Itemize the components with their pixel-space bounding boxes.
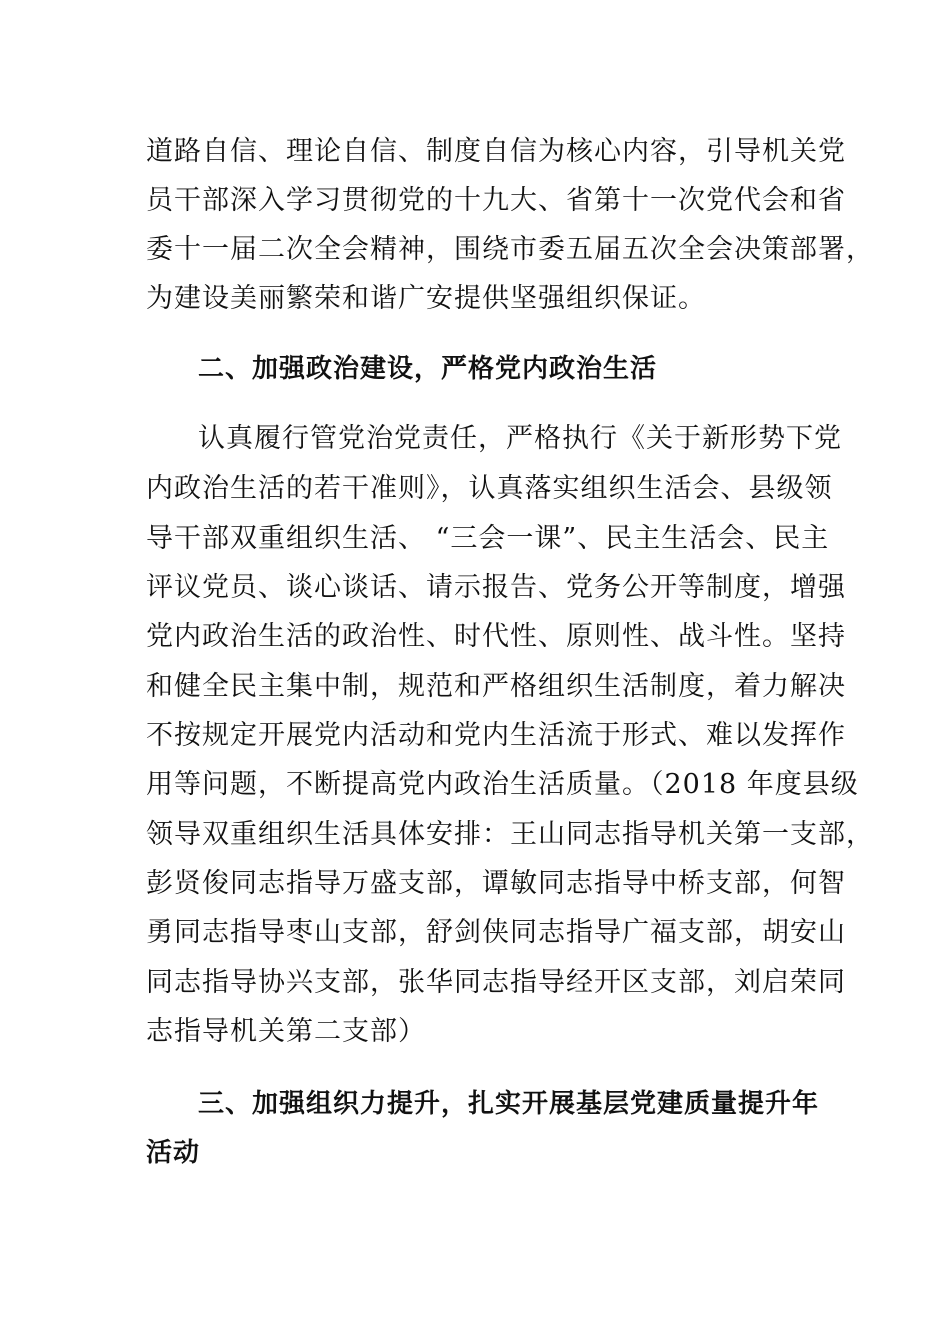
paragraph-2-line-6: 和健全民主集中制，规范和严格组织生活制度，着力解决 bbox=[146, 671, 846, 702]
paragraph-2-line-13: 志指导机关第二支部） bbox=[146, 1016, 426, 1047]
paragraph-2-line-7: 不按规定开展党内活动和党内生活流于形式、难以发挥作 bbox=[146, 720, 846, 751]
section-heading-2: 二、加强政治建设，严格党内政治生活 bbox=[198, 354, 658, 384]
paragraph-2-line-11: 勇同志指导枣山支部，舒剑侠同志指导广福支部，胡安山 bbox=[146, 917, 846, 948]
paragraph-1-line-1: 道路自信、理论自信、制度自信为核心内容，引导机关党 bbox=[146, 136, 846, 167]
paragraph-2-line-9: 领导双重组织生活具体安排：王山同志指导机关第一支部， bbox=[146, 819, 874, 850]
paragraph-2-line-1: 认真履行管党治党责任，严格执行《关于新形势下党 bbox=[198, 423, 842, 454]
section-heading-3-line-1: 三、加强组织力提升，扎实开展基层党建质量提升年 bbox=[198, 1089, 820, 1119]
paragraph-2-line-5: 党内政治生活的政治性、时代性、原则性、战斗性。坚持 bbox=[146, 621, 846, 652]
paragraph-2-line-4: 评议党员、谈心谈话、请示报告、党务公开等制度，增强 bbox=[146, 572, 846, 603]
section-heading-3-line-2: 活动 bbox=[146, 1138, 201, 1168]
paragraph-2-line-2: 内政治生活的若干准则》，认真落实组织生活会、县级领 bbox=[146, 473, 833, 504]
paragraph-2-line-10: 彭贤俊同志指导万盛支部，谭敏同志指导中桥支部，何智 bbox=[146, 868, 846, 899]
paragraph-2-line-3: 导干部双重组织生活、 “三会一课”、民主生活会、民主 bbox=[146, 523, 830, 554]
paragraph-1-line-2: 员干部深入学习贯彻党的十九大、省第十一次党代会和省 bbox=[146, 185, 846, 216]
paragraph-1-line-3: 委十一届二次全会精神，围绕市委五届五次全会决策部署， bbox=[146, 234, 874, 265]
paragraph-2-line-8: 用等问题，不断提高党内政治生活质量。（2018 年度县级 bbox=[146, 769, 859, 800]
paragraph-2-line-12: 同志指导协兴支部，张华同志指导经开区支部，刘启荣同 bbox=[146, 967, 846, 998]
paragraph-1-line-4: 为建设美丽繁荣和谐广安提供坚强组织保证。 bbox=[146, 283, 706, 314]
